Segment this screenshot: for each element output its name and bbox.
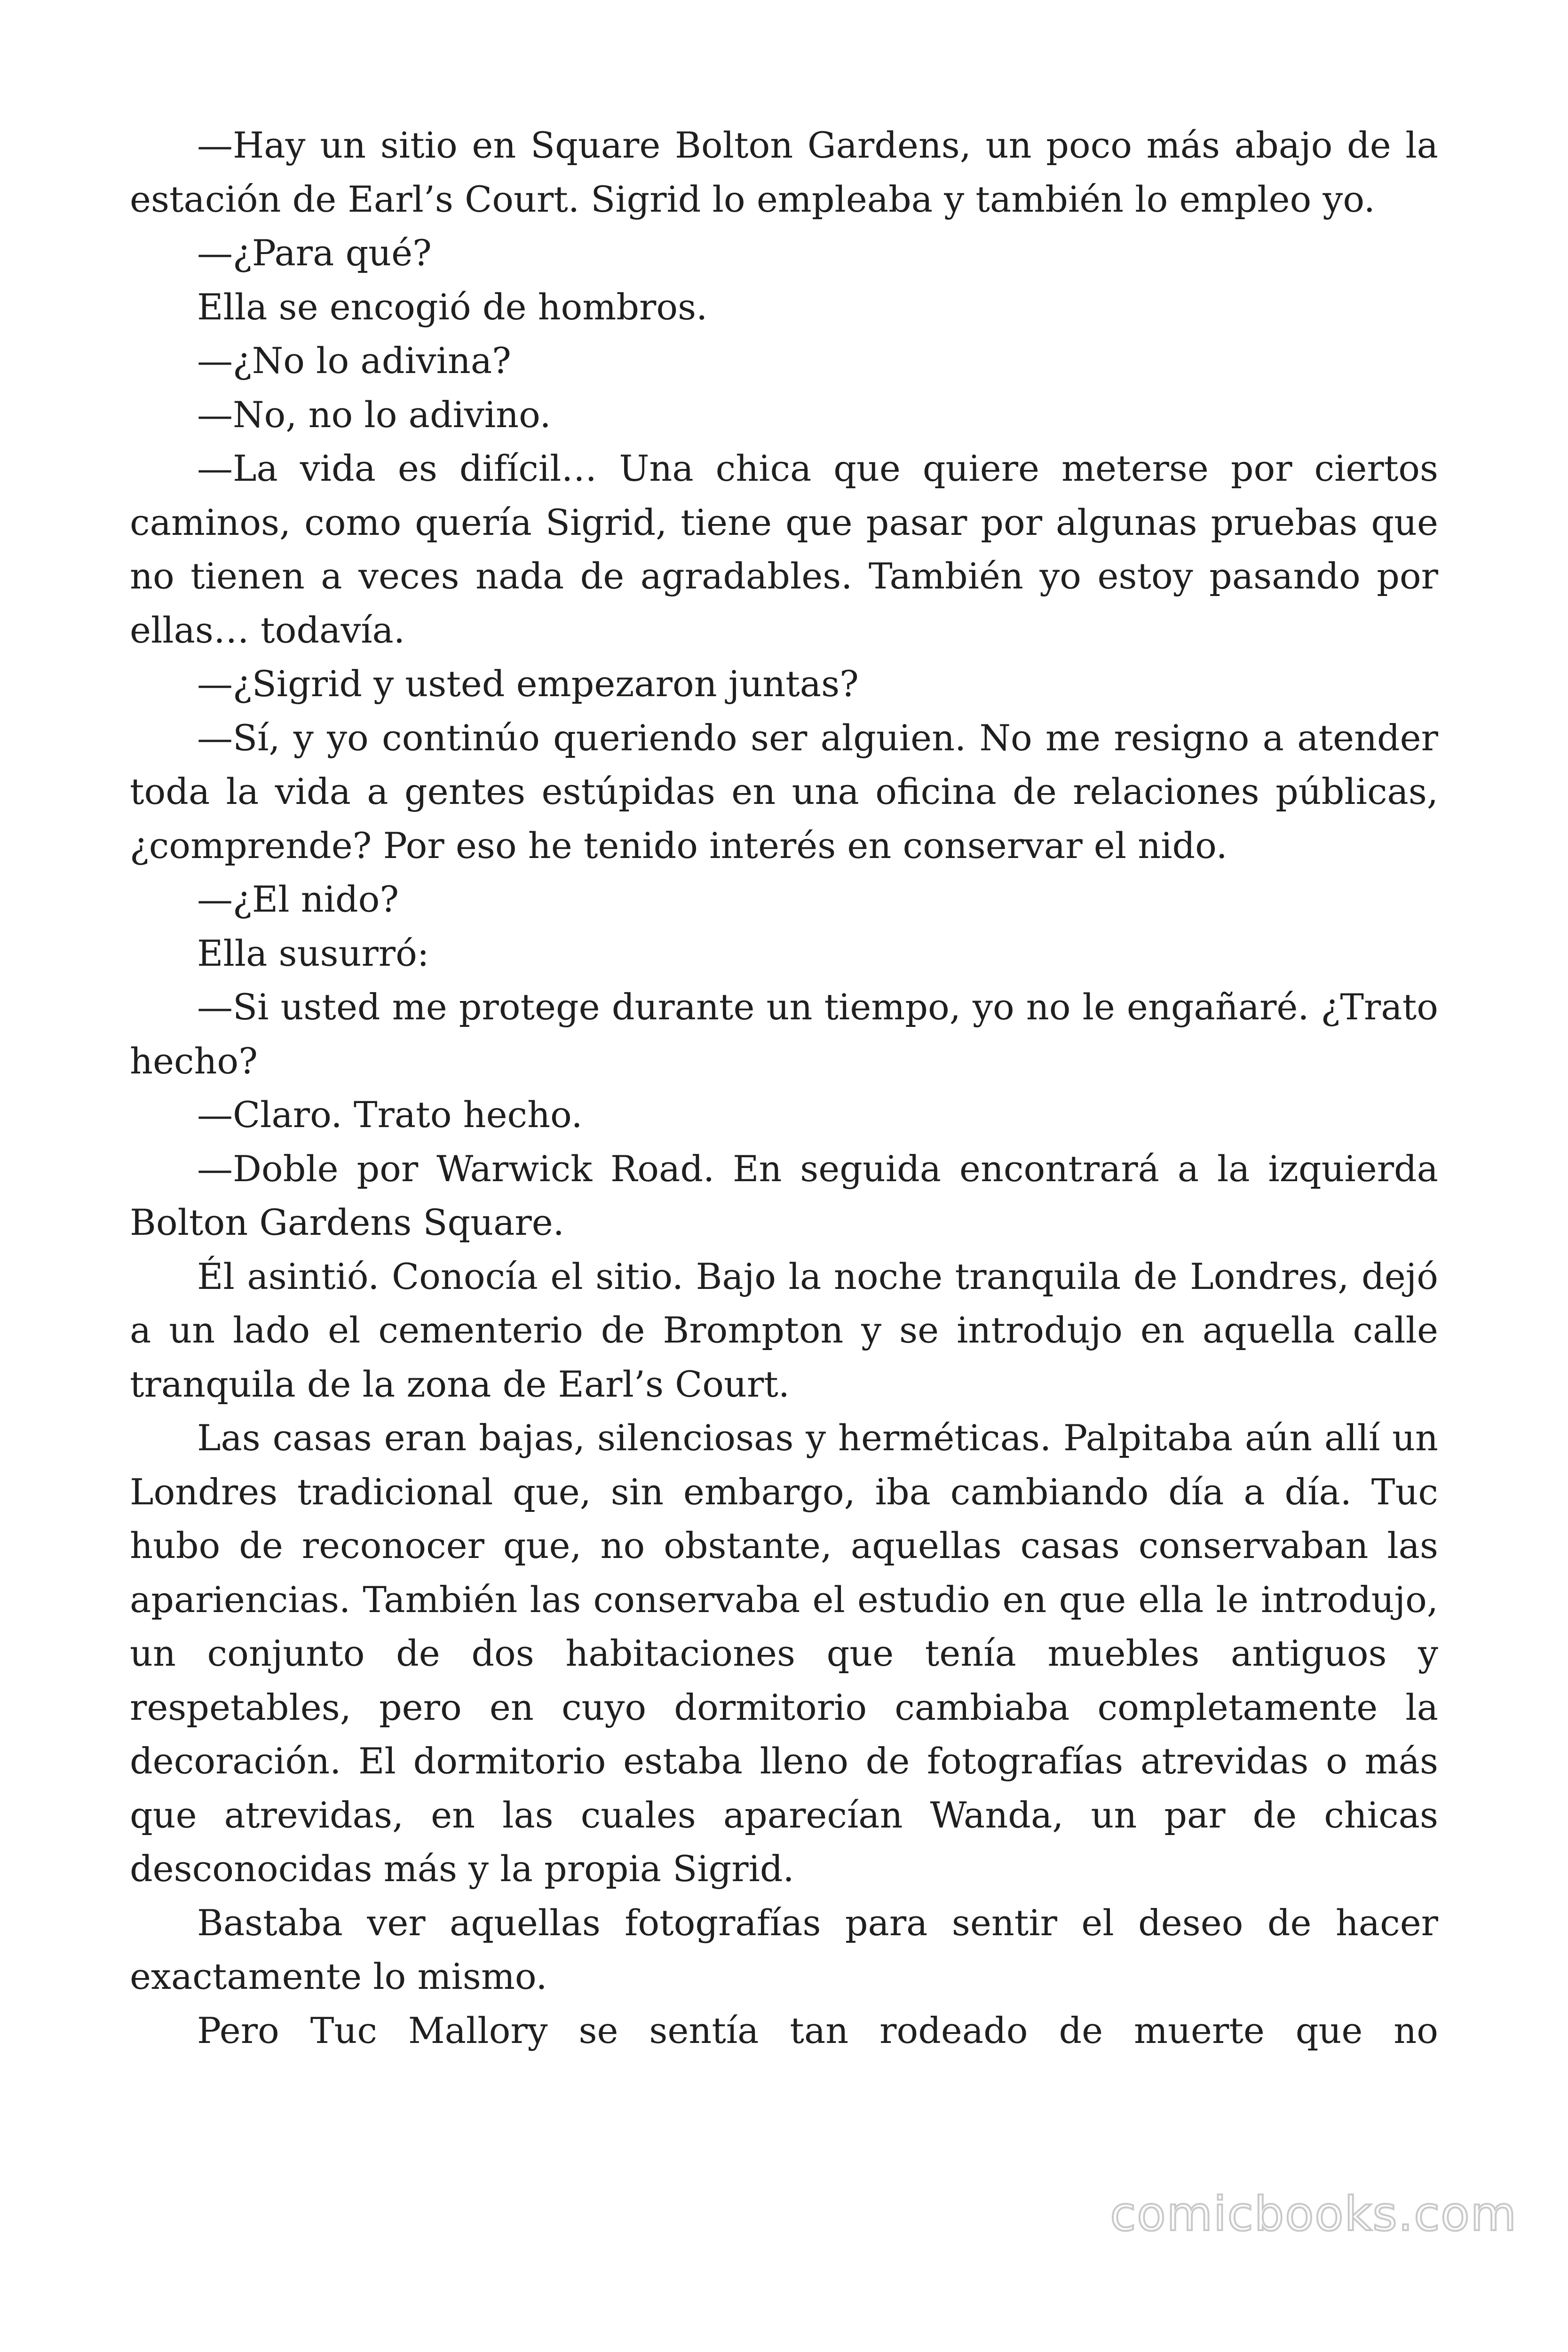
- paragraph: —Hay un sitio en Square Bolton Gardens, un poco más abajo de la estación de Earl’s Court. Sigrid lo empleaba y también lo empleo yo.: [130, 124, 1438, 220]
- paragraph: —¿No lo adivina?: [197, 340, 511, 381]
- paragraph: —Doble por Warwick Road. En seguida encontrará a la izquierda Bolton Gardens Square.: [130, 1147, 1438, 1243]
- paragraph: Ella se encogió de hombros.: [197, 286, 708, 328]
- watermark-logo: comicbooks.com: [1110, 2186, 1517, 2241]
- paragraph: —No, no lo adivino.: [197, 393, 551, 436]
- paragraph: Él asintió. Conocía el sitio. Bajo la noche tranquila de Londres, dejó a un lado el cementerio de Brompton y se introdujo en aquella calle tranquila de la zona de Earl’s Court.: [130, 1255, 1438, 1405]
- paragraph: Bastaba ver aquellas fotografías para sentir el deseo de hacer exactamente lo mismo.: [130, 1901, 1438, 1997]
- page-body: [130, 119, 1438, 2058]
- paragraph: —¿Para qué?: [197, 232, 432, 274]
- paragraph-continued: Pero Tuc Mallory se sentía tan rodeado de muerte que no: [197, 2009, 1438, 2051]
- paragraph: —Si usted me protege durante un tiempo, yo no le engañaré. ¿Trato hecho?: [130, 986, 1438, 1082]
- paragraph: —Claro. Trato hecho.: [197, 1094, 583, 1136]
- paragraph: —La vida es difícil… Una chica que quiere meterse por ciertos caminos, como quería Sigrid, tiene que pasar por algunas pruebas que no tienen a veces nada de agradables. También yo estoy pasando por ellas… todavía.: [130, 447, 1438, 651]
- paragraph: Las casas eran bajas, silenciosas y herméticas. Palpitaba aún allí un Londres tradicional que, sin embargo, iba cambiando día a día. Tuc hubo de reconocer que, no obstante, aquellas casas conservaban las apariencias. También las conservaba el estudio en que ella le introdujo, un conjunto de dos habitaciones que tenía muebles antiguos y respetables, pero en cuyo dormitorio cambiaba completamente la decoración. El dormitorio estaba lleno de fotografías atrevidas o más que atrevidas, en las cuales aparecían Wanda, un par de chicas desconocidas más y la propia Sigrid.: [130, 1417, 1438, 1890]
- paragraph: Ella susurró:: [197, 932, 429, 974]
- paragraph: —¿Sigrid y usted empezaron juntas?: [197, 663, 859, 705]
- paragraph: —Sí, y yo continúo queriendo ser alguien. No me resigno a atender toda la vida a gentes estúpidas en una oficina de relaciones públicas, ¿comprende? Por eso he tenido interés en conservar el nido.: [130, 716, 1438, 866]
- paragraph: —¿El nido?: [197, 878, 399, 920]
